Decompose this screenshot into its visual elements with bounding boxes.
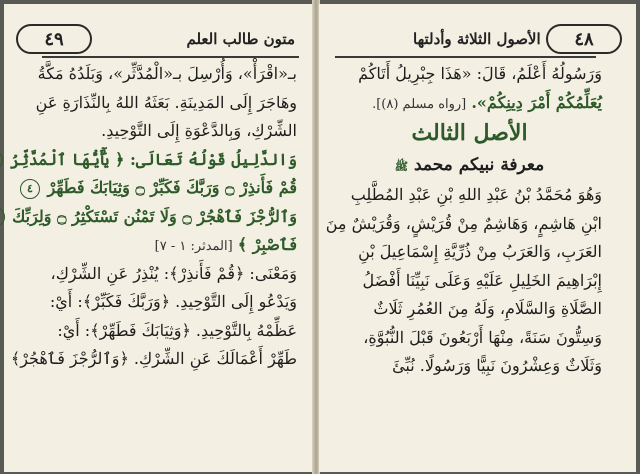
text-line: عَظِّمْهُ بِالتَّوْحِيدِ. ﴿وَثِيَابَكَ فَطَهِّرْ﴾: أَيْ: bbox=[57, 320, 297, 340]
text-line: الصَّلَاةِ وَالسَّلَامِ، وَلَهُ مِنَ العُمُرِ ثَلَاثٌ bbox=[373, 299, 602, 318]
text-line: وهَاجَرَ إِلَى المَدِينَةِ. بَعَثَهُ اللهُ بِالنِّذَارَةِ عَنِ bbox=[35, 92, 297, 112]
page-number-badge: ٤٩ bbox=[16, 24, 92, 54]
text-line: وَمَعْنَى: ﴿قُمْ فَأَنذِرْ﴾: يُنْذِرُ عَنِ الشِّرْكِ، bbox=[50, 263, 297, 283]
section-subtitle bbox=[337, 149, 602, 181]
text-line bbox=[337, 89, 602, 118]
text-line: وَيَدْعُو إِلَى التَّوْحِيدِ. ﴿وَرَبَّكَ فَكَبِّرْ﴾: أَيْ: bbox=[49, 292, 297, 311]
page-header bbox=[335, 26, 596, 58]
verse-text: وَالدَّلِيلُ قَوْلُهُ تَعَالَى: ﴿ يَٰٓأَيُّهَا ٱلْمُدَّثِّرُ bbox=[10, 149, 297, 169]
ayah-number-marker bbox=[0, 207, 5, 227]
text-line: وَرَسُولُهُ أَعْلَمُ، قَالَ: «هَذَا جِبْرِيلُ أَتَاكُمْ bbox=[358, 64, 602, 83]
page-header bbox=[42, 26, 299, 58]
text-line: إِبْرَاهِيمَ الخَلِيلِ عَلَيْهِ وَعَلَى نَبِيِّنَا أَفْضَلُ bbox=[362, 270, 602, 290]
verse-line bbox=[20, 174, 297, 203]
text-line: وَثَلَاثٌ وَعِشْرُونَ نَبِيًّا وَرَسُولًا. نُبِّئَ bbox=[392, 356, 602, 375]
text-line: وَهُوَ مُحَمَّدُ بْنُ عَبْدِ اللهِ بْنِ عَبْدِ المُطَّلِبِ bbox=[350, 185, 602, 204]
verse-line bbox=[12, 203, 297, 232]
text-line: العَرَبِ، وَالعَرَبُ مِنْ ذُرِّيَّةِ إِسْمَاعِيلَ بْنِ bbox=[358, 242, 602, 261]
section-title: الأصل الثالث bbox=[411, 120, 528, 146]
honorific-mark: ﷺ bbox=[394, 160, 409, 173]
verse-text: قُمْ فَأَنذِرْ ۝ وَرَبَّكَ فَكَبِّرْ ۝ وَثِيَابَكَ فَطَهِّرْ bbox=[47, 178, 297, 197]
left-page bbox=[4, 4, 314, 472]
section-subtitle-text: معرفة نبيكم محمد bbox=[413, 155, 545, 175]
page-body bbox=[325, 60, 602, 462]
text-line: طَهِّرْ أَعْمَالَكَ عَنِ الشِّرْكِ. ﴿وَٱلرُّجْزَ فَٱهْجُرْ﴾ bbox=[10, 349, 297, 368]
page-number-badge: ٤٨ bbox=[546, 24, 622, 54]
header-title: متون طالب العلم bbox=[186, 30, 295, 48]
hadith-text: يُعَلِّمُكُمْ أَمْرَ دِينِكُمْ». bbox=[471, 92, 602, 112]
hadith-reference: [رواه مسلم (٨)]. bbox=[372, 96, 467, 112]
page-body bbox=[10, 60, 297, 462]
verse-line bbox=[10, 146, 297, 175]
text-line: ابْنِ هَاشِمٍ، وَهَاشِمٌ مِنْ قُرَيْشٍ، وَقُرَيْشٌ مِنَ bbox=[325, 213, 602, 233]
verse-text: فَٱصْبِرْ ﴾ bbox=[237, 235, 297, 254]
verse-line bbox=[20, 231, 297, 260]
header-title: الأصول الثلاثة وأدلتها bbox=[413, 30, 541, 48]
text-line: وَسِتُّونَ سَنَةً، مِنْهَا أَرْبَعُونَ قَبْلَ النُّبُوَّةِ، bbox=[363, 327, 602, 347]
verse-reference: [المدثر: ١ - ٧] bbox=[154, 239, 233, 254]
verse-text: وَٱلرُّجْزَ فَٱهْجُرْ ۝ وَلَا تَمْنُن تَسْتَكْثِرُ ۝ وَلِرَبِّكَ bbox=[12, 206, 297, 226]
ayah-number-marker: ٤ bbox=[20, 179, 40, 199]
ayah-number-marker bbox=[0, 150, 3, 170]
text-line: الشِّرْكِ، وَبِالدَّعْوَةِ إِلَى التَّوْحِيدِ. bbox=[101, 121, 297, 140]
text-line: بـ«اقْرَأْ»، وَأُرْسِلَ بـ«الْمُدَّثِّر»، وَبَلَدُهُ مَكَّةُ bbox=[37, 64, 297, 83]
right-page bbox=[318, 4, 636, 472]
